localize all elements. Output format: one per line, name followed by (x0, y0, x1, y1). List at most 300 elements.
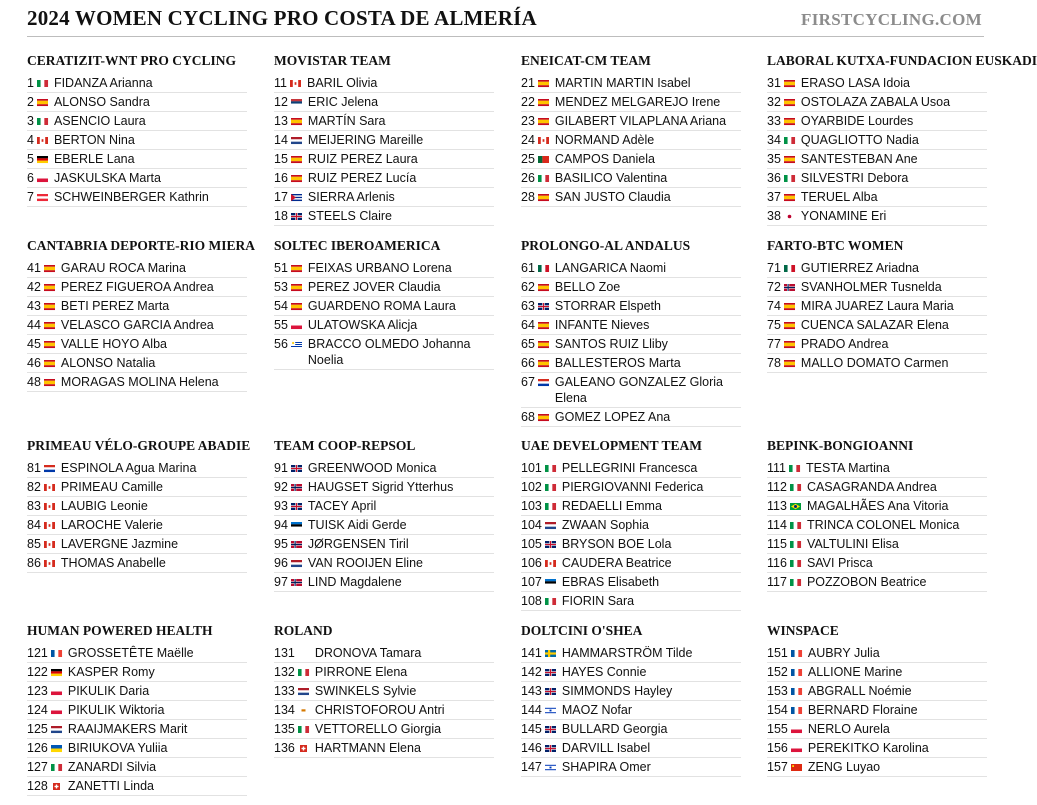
rider-row (521, 74, 741, 93)
rider-name-link[interactable]: OYARBIDE Lourdes (800, 114, 914, 128)
rider-bib-number: 41 (27, 261, 41, 275)
rider-row (521, 516, 741, 535)
rider-bib-number: 12 (274, 95, 288, 109)
rider-name-link[interactable]: GUTIERREZ Ariadna (800, 261, 919, 275)
rider-name-link[interactable]: JASKULSKA Marta (53, 171, 161, 185)
rider-bib-number: 1 (27, 76, 34, 90)
rider-name-link[interactable]: ASENCIO Laura (53, 114, 146, 128)
rider-name-link[interactable]: EBRAS Elisabeth (561, 575, 660, 589)
rider-name-link[interactable]: THOMAS Anabelle (60, 556, 166, 570)
rider-row (27, 644, 247, 663)
rider-row (767, 278, 987, 297)
rider-bib-number: 141 (521, 646, 542, 660)
rider-name-link[interactable]: PEREZ JOVER Claudia (307, 280, 441, 294)
rider-name-link[interactable]: HAYES Connie (561, 665, 647, 679)
rider-name-link[interactable]: VETTORELLO Giorgia (314, 722, 442, 736)
rider-bib-number: 136 (274, 741, 295, 755)
rider-bib-number: 105 (521, 537, 542, 551)
page-title: 2024 WOMEN CYCLING PRO COSTA DE ALMERÍA (27, 6, 537, 30)
flag-icon (44, 379, 55, 386)
rider-row (274, 188, 494, 207)
rider-name-link[interactable]: ZANARDI Silvia (67, 760, 157, 774)
rider-name-link[interactable]: PIKULIK Wiktoria (67, 703, 165, 717)
rider-name-link[interactable]: SCHWEINBERGER Kathrin (53, 190, 209, 204)
rider-bib-number: 114 (767, 518, 787, 532)
rider-name-link[interactable]: SIMMONDS Hayley (561, 684, 673, 698)
team-name-link[interactable]: MOVISTAR TEAM (274, 53, 391, 68)
team-name-link[interactable]: DOLTCINI O'SHEA (521, 623, 643, 638)
rider-name-link[interactable]: BARIL Olivia (306, 76, 378, 90)
rider-bib-number: 14 (274, 133, 288, 147)
rider-row (27, 682, 247, 701)
flag-icon (44, 541, 55, 548)
flag-icon (44, 522, 55, 529)
rider-bib-number: 83 (27, 499, 41, 513)
team-name-link[interactable]: ENEICAT-CM TEAM (521, 53, 651, 68)
team-name-link[interactable]: UAE DEVELOPMENT TEAM (521, 438, 703, 453)
flag-icon (51, 764, 62, 771)
rider-name-link[interactable]: BALLESTEROS Marta (554, 356, 681, 370)
rider-row (27, 259, 247, 278)
rider-name-link[interactable]: ZENG Luyao (807, 760, 881, 774)
rider-name-link[interactable]: NORMAND Adèle (554, 133, 655, 147)
rider-name-link[interactable]: MARTIN MARTIN Isabel (554, 76, 691, 90)
rider-row (767, 112, 987, 131)
rider-name-link[interactable]: TERUEL Alba (800, 190, 878, 204)
rider-name-link[interactable]: LIND Magdalene (307, 575, 402, 589)
rider-row (767, 150, 987, 169)
rider-name-link[interactable]: PRADO Andrea (800, 337, 889, 351)
flag-icon (51, 688, 62, 695)
rider-name-link[interactable]: MAGALHÃES Ana Vitoria (806, 499, 949, 513)
rider-name-link[interactable]: ESPINOLA Agua Marina (60, 461, 197, 475)
rider-name-link[interactable]: ALLIONE Marine (807, 665, 903, 679)
rider-bib-number: 106 (521, 556, 542, 570)
flag-icon (37, 80, 48, 87)
rider-row (274, 478, 494, 497)
flag-icon (538, 379, 549, 386)
rider-name-link[interactable]: SILVESTRI Debora (800, 171, 909, 185)
rider-name-link[interactable]: ERIC Jelena (307, 95, 379, 109)
flag-icon (291, 579, 302, 586)
rider-name-link[interactable]: HARTMANN Elena (314, 741, 421, 755)
rider-bib-number: 51 (274, 261, 288, 275)
rider-name-link[interactable]: BIRIUKOVA Yuliia (67, 741, 168, 755)
rider-bib-number: 157 (767, 760, 788, 774)
rider-row (767, 701, 987, 720)
rider-row (767, 316, 987, 335)
rider-name-link[interactable]: RAAIJMAKERS Marit (67, 722, 188, 736)
rider-bib-number: 78 (767, 356, 781, 370)
rider-bib-number: 6 (27, 171, 34, 185)
flag-icon (790, 503, 801, 510)
rider-row (767, 739, 987, 758)
rider-bib-number: 33 (767, 114, 781, 128)
page-header (27, 0, 984, 37)
rider-row (27, 316, 247, 335)
team-name-link[interactable]: HUMAN POWERED HEALTH (27, 623, 213, 638)
rider-name-link[interactable]: AUBRY Julia (807, 646, 880, 660)
rider-bib-number: 84 (27, 518, 41, 532)
rider-row (27, 516, 247, 535)
rider-name-link[interactable]: GROSSETÊTE Maëlle (67, 646, 194, 660)
rider-name-link[interactable]: PRIMEAU Camille (60, 480, 164, 494)
flag-icon (51, 650, 62, 657)
team-name-link[interactable]: PRIMEAU VÉLO-GROUPE ABADIE (27, 438, 251, 453)
rider-row (767, 259, 987, 278)
rider-name-link[interactable]: PIRRONE Elena (314, 665, 408, 679)
flag-icon (44, 341, 55, 348)
rider-name-link[interactable]: VAN ROOIJEN Eline (307, 556, 423, 570)
flag-icon (291, 265, 302, 272)
rider-row (521, 459, 741, 478)
rider-bib-number: 102 (521, 480, 542, 494)
flag-icon (784, 360, 795, 367)
rider-name-link[interactable]: ZWAAN Sophia (561, 518, 649, 532)
rider-name-link[interactable]: QUAGLIOTTO Nadia (800, 133, 919, 147)
team-name-link[interactable]: SOLTEC IBEROAMERICA (274, 238, 441, 253)
rider-row (521, 682, 741, 701)
rider-row (27, 112, 247, 131)
rider-name-link[interactable]: LAVERGNE Jazmine (60, 537, 179, 551)
team-name-link[interactable]: PROLONGO-AL ANDALUS (521, 238, 691, 253)
rider-bib-number: 16 (274, 171, 288, 185)
rider-name-link[interactable]: GILABERT VILAPLANA Ariana (554, 114, 727, 128)
rider-row (274, 335, 494, 370)
rider-name-link[interactable]: MALLO DOMATO Carmen (800, 356, 949, 370)
rider-name-link[interactable]: BERNARD Floraine (807, 703, 918, 717)
rider-bib-number: 135 (274, 722, 295, 736)
flag-icon (791, 764, 802, 771)
flag-icon (791, 726, 802, 733)
flag-icon (545, 579, 556, 586)
flag-icon (298, 688, 309, 695)
rider-name-link[interactable]: KASPER Romy (67, 665, 155, 679)
rider-name-link[interactable]: BERTON Nina (53, 133, 135, 147)
team-block (521, 623, 741, 777)
rider-name-link[interactable]: ERASO LASA Idoia (800, 76, 910, 90)
rider-name-link[interactable]: ALONSO Sandra (53, 95, 150, 109)
rider-name-link[interactable]: MAOZ Nofar (561, 703, 633, 717)
rider-row (521, 297, 741, 316)
rider-name-link[interactable]: GALEANO GONZALEZ Gloria Elena (554, 375, 724, 405)
rider-row (521, 188, 741, 207)
rider-bib-number: 55 (274, 318, 288, 332)
rider-bib-number: 77 (767, 337, 781, 351)
team-name-link[interactable]: TEAM COOP-REPSOL (274, 438, 416, 453)
rider-name-link[interactable]: GUARDENO ROMA Laura (307, 299, 456, 313)
rider-row (274, 207, 494, 226)
rider-name-link[interactable]: ZANETTI Linda (67, 779, 154, 793)
rider-name-link[interactable]: GARAU ROCA Marina (60, 261, 186, 275)
rider-row (521, 535, 741, 554)
rider-bib-number: 13 (274, 114, 288, 128)
rider-name-link[interactable]: GREENWOOD Monica (307, 461, 437, 475)
rider-name-link[interactable]: BASILICO Valentina (554, 171, 668, 185)
rider-name-link[interactable]: VALLE HOYO Alba (60, 337, 167, 351)
flag-icon (545, 598, 556, 605)
rider-bib-number: 142 (521, 665, 542, 679)
rider-bib-number: 45 (27, 337, 41, 351)
rider-row (521, 278, 741, 297)
flag-icon (538, 360, 549, 367)
rider-name-link[interactable]: SIERRA Arlenis (307, 190, 395, 204)
rider-name-link[interactable]: LANGARICA Naomi (554, 261, 667, 275)
rider-row (274, 297, 494, 316)
site-logo-link[interactable]: FIRSTCYCLING.COM (801, 10, 982, 29)
rider-row (274, 516, 494, 535)
rider-name-link[interactable]: EBERLE Lana (53, 152, 135, 166)
rider-name-link[interactable]: TACEY April (307, 499, 377, 513)
flag-icon (44, 303, 55, 310)
flag-icon (538, 175, 549, 182)
rider-bib-number: 96 (274, 556, 288, 570)
flag-icon (545, 560, 556, 567)
rider-name-link[interactable]: ULATOWSKA Alicja (307, 318, 418, 332)
team-name-link[interactable]: ROLAND (274, 623, 333, 638)
rider-name-link[interactable]: MORAGAS MOLINA Helena (60, 375, 219, 389)
team-name-link[interactable]: BEPINK-BONGIOANNI (767, 438, 914, 453)
rider-name-link[interactable]: BRYSON BOE Lola (561, 537, 672, 551)
rider-row (767, 74, 987, 93)
rider-name-link[interactable]: RUIZ PEREZ Lucía (307, 171, 417, 185)
rider-name-link[interactable]: TUISK Aidi Gerde (307, 518, 407, 532)
rider-row (521, 497, 741, 516)
rider-bib-number: 75 (767, 318, 781, 332)
rider-bib-number: 18 (274, 209, 288, 223)
team-block (767, 623, 987, 777)
rider-row (521, 93, 741, 112)
rider-name-link[interactable]: MEIJERING Mareille (307, 133, 424, 147)
rider-name-link[interactable]: MARTÍN Sara (307, 114, 386, 128)
flag-icon (44, 503, 55, 510)
rider-name-link[interactable]: ALONSO Natalia (60, 356, 156, 370)
flag-icon (291, 341, 302, 348)
rider-bib-number: 125 (27, 722, 48, 736)
rider-name-link[interactable]: MIRA JUAREZ Laura Maria (800, 299, 954, 313)
rider-name-link[interactable]: PEREZ FIGUEROA Andrea (60, 280, 214, 294)
flag-icon (784, 284, 795, 291)
rider-name-link[interactable]: OSTOLAZA ZABALA Usoa (800, 95, 951, 109)
rider-name-link[interactable]: SANTOS RUIZ Lliby (554, 337, 668, 351)
flag-icon (291, 118, 302, 125)
rider-row (521, 720, 741, 739)
rider-bib-number: 108 (521, 594, 542, 608)
rider-name-link[interactable]: PIKULIK Daria (67, 684, 150, 698)
rider-row (521, 701, 741, 720)
rider-row (521, 169, 741, 188)
flag-icon (51, 745, 62, 752)
flag-icon (538, 341, 549, 348)
rider-name-link[interactable]: PIERGIOVANNI Federica (561, 480, 704, 494)
rider-name-link[interactable]: CAMPOS Daniela (554, 152, 655, 166)
rider-row (767, 478, 987, 497)
rider-name-link[interactable]: RUIZ PEREZ Laura (307, 152, 418, 166)
rider-bib-number: 3 (27, 114, 34, 128)
rider-row (27, 131, 247, 150)
rider-name-link[interactable]: HAMMARSTRÖM Tilde (561, 646, 693, 660)
rider-name-link[interactable]: DRONOVA Tamara (314, 646, 422, 660)
rider-bib-number: 132 (274, 665, 295, 679)
team-block (27, 623, 247, 796)
rider-name-link[interactable]: ABGRALL Noémie (807, 684, 912, 698)
flag-icon (51, 783, 62, 790)
rider-row (521, 478, 741, 497)
flag-icon (784, 137, 795, 144)
team-block (767, 238, 987, 373)
rider-row (27, 297, 247, 316)
flag-icon (791, 650, 802, 657)
rider-bib-number: 156 (767, 741, 788, 755)
rider-row (27, 373, 247, 392)
flag-icon (291, 541, 302, 548)
rider-bib-number: 35 (767, 152, 781, 166)
team-name-link[interactable]: CERATIZIT-WNT PRO CYCLING (27, 53, 237, 68)
rider-name-link[interactable]: VELASCO GARCIA Andrea (60, 318, 214, 332)
rider-bib-number: 38 (767, 209, 781, 223)
rider-row (274, 739, 494, 758)
rider-name-link[interactable]: FEIXAS URBANO Lorena (307, 261, 452, 275)
rider-name-link[interactable]: POZZOBON Beatrice (806, 575, 927, 589)
rider-bib-number: 64 (521, 318, 535, 332)
flag-icon (790, 541, 801, 548)
rider-bib-number: 111 (767, 461, 787, 475)
rider-name-link[interactable]: STEELS Claire (307, 209, 392, 223)
rider-row (767, 554, 987, 573)
flag-icon (291, 503, 302, 510)
flag-icon (784, 341, 795, 348)
rider-name-link[interactable]: SANTESTEBAN Ane (800, 152, 918, 166)
rider-name-link[interactable]: INFANTE Nieves (554, 318, 650, 332)
rider-bib-number: 152 (767, 665, 788, 679)
flag-icon (44, 360, 55, 367)
flag-icon (545, 541, 556, 548)
flag-icon (291, 194, 302, 201)
rider-name-link[interactable]: GOMEZ LOPEZ Ana (554, 410, 671, 424)
rider-name-link[interactable]: SVANHOLMER Tusnelda (800, 280, 942, 294)
flag-icon (538, 194, 549, 201)
rider-name-link[interactable]: SAVI Prisca (806, 556, 873, 570)
rider-bib-number: 48 (27, 375, 41, 389)
rider-row (521, 373, 741, 408)
rider-bib-number: 93 (274, 499, 288, 513)
flag-icon (790, 579, 801, 586)
rider-name-link[interactable]: NERLO Aurela (807, 722, 890, 736)
rider-row (27, 335, 247, 354)
rider-bib-number: 147 (521, 760, 542, 774)
flag-icon (784, 265, 795, 272)
team-name-link[interactable]: WINSPACE (767, 623, 839, 638)
rider-name-link[interactable]: FIORIN Sara (561, 594, 635, 608)
flag-icon (291, 137, 302, 144)
rider-name-link[interactable]: MENDEZ MELGAREJO Irene (554, 95, 721, 109)
rider-name-link[interactable]: SHAPIRA Omer (561, 760, 651, 774)
flag-icon (791, 745, 802, 752)
team-block (521, 438, 741, 611)
rider-name-link[interactable]: HAUGSET Sigrid Ytterhus (307, 480, 454, 494)
rider-bib-number: 127 (27, 760, 48, 774)
rider-name-link[interactable]: CUENCA SALAZAR Elena (800, 318, 949, 332)
rider-bib-number: 131 (274, 646, 295, 660)
rider-name-link[interactable]: BRACCO OLMEDO Johanna Noelia (307, 337, 471, 367)
team-name-link[interactable]: FARTO-BTC WOMEN (767, 238, 904, 253)
rider-row (27, 150, 247, 169)
flag-icon (538, 265, 549, 272)
rider-row (27, 758, 247, 777)
rider-bib-number: 95 (274, 537, 288, 551)
rider-name-link[interactable]: STORRAR Elspeth (554, 299, 661, 313)
rider-row (521, 316, 741, 335)
flag-icon (791, 669, 802, 676)
rider-name-link[interactable]: SWINKELS Sylvie (314, 684, 417, 698)
rider-name-link[interactable]: TRINCA COLONEL Monica (806, 518, 960, 532)
flag-icon (545, 707, 556, 714)
rider-name-link[interactable]: TESTA Martina (806, 461, 890, 475)
rider-name-link[interactable]: CAUDERA Beatrice (561, 556, 672, 570)
rider-name-link[interactable]: BULLARD Georgia (561, 722, 668, 736)
rider-name-link[interactable]: BELLO Zoe (554, 280, 621, 294)
rider-row (274, 644, 494, 663)
flag-icon (545, 764, 556, 771)
rider-bib-number: 104 (521, 518, 542, 532)
rider-bib-number: 143 (521, 684, 542, 698)
rider-name-link[interactable]: FIDANZA Arianna (53, 76, 153, 90)
rider-name-link[interactable]: VALTULINI Elisa (806, 537, 899, 551)
rider-bib-number: 113 (767, 499, 787, 513)
rider-name-link[interactable]: DARVILL Isabel (561, 741, 651, 755)
rider-name-link[interactable]: LAROCHE Valerie (60, 518, 163, 532)
rider-bib-number: 61 (521, 261, 535, 275)
team-name-link[interactable]: LABORAL KUTXA-FUNDACION EUSKADI (767, 53, 1037, 68)
flag-icon (298, 707, 309, 714)
rider-row (521, 592, 741, 611)
rider-bib-number: 44 (27, 318, 41, 332)
rider-row (274, 278, 494, 297)
rider-bib-number: 133 (274, 684, 295, 698)
rider-bib-number: 103 (521, 499, 542, 513)
flag-icon (784, 80, 795, 87)
flag-icon (784, 322, 795, 329)
team-name-link[interactable]: CANTABRIA DEPORTE-RIO MIERA (27, 238, 256, 253)
rider-name-link[interactable]: SAN JUSTO Claudia (554, 190, 671, 204)
rider-bib-number: 4 (27, 133, 34, 147)
rider-row (27, 459, 247, 478)
rider-row (27, 93, 247, 112)
rider-bib-number: 22 (521, 95, 535, 109)
rider-bib-number: 72 (767, 280, 781, 294)
rider-row (767, 169, 987, 188)
rider-name-link[interactable]: CHRISTOFOROU Antri (314, 703, 445, 717)
flag-icon (790, 560, 801, 567)
rider-name-link[interactable]: JØRGENSEN Tiril (307, 537, 409, 551)
flag-icon (37, 118, 48, 125)
rider-bib-number: 82 (27, 480, 41, 494)
rider-bib-number: 124 (27, 703, 48, 717)
rider-name-link[interactable]: CASAGRANDA Andrea (806, 480, 937, 494)
rider-name-link[interactable]: BETI PEREZ Marta (60, 299, 170, 313)
rider-name-link[interactable]: LAUBIG Leonie (60, 499, 148, 513)
rider-name-link[interactable]: REDAELLI Emma (561, 499, 662, 513)
rider-bib-number: 66 (521, 356, 535, 370)
rider-name-link[interactable]: YONAMINE Eri (800, 209, 887, 223)
flag-icon (291, 156, 302, 163)
rider-name-link[interactable]: PELLEGRINI Francesca (561, 461, 698, 475)
rider-bib-number: 21 (521, 76, 535, 90)
flag-icon (44, 322, 55, 329)
team-block (521, 53, 741, 207)
rider-name-link[interactable]: PEREKITKO Karolina (807, 741, 929, 755)
rider-row (27, 777, 247, 796)
